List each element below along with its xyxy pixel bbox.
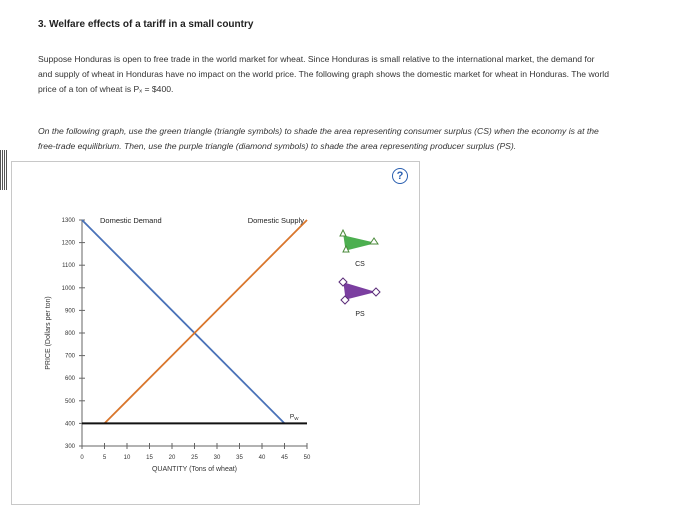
question-intro bbox=[38, 52, 678, 97]
cs-triangle-handle-icon[interactable] bbox=[370, 238, 378, 244]
y-tick-label: 1200 bbox=[61, 240, 75, 247]
demand-curve-label: Domestic Demand bbox=[100, 216, 162, 225]
instruction-line: On the following graph, use the green triangle (triangle symbols) to shade the area representing consumer surplus (CS) when the economy is at the bbox=[38, 126, 599, 136]
y-tick-label: 700 bbox=[64, 353, 75, 360]
y-tick-label: 500 bbox=[64, 398, 75, 405]
x-tick-label: 20 bbox=[168, 455, 176, 461]
y-tick-label: 800 bbox=[64, 331, 75, 337]
x-tick-label: 45 bbox=[281, 455, 288, 461]
x-tick-label: 5 bbox=[102, 455, 107, 461]
x-tick-label: 40 bbox=[258, 455, 266, 461]
cs-triangle-tool[interactable] bbox=[344, 236, 374, 250]
series-line-domestic-demand bbox=[82, 220, 285, 423]
y-tick-label: 600 bbox=[64, 376, 75, 383]
y-tick-label: 1100 bbox=[62, 263, 75, 270]
x-tick-label: 10 bbox=[123, 455, 131, 461]
x-tick-label: 25 bbox=[191, 455, 198, 461]
question-instructions bbox=[38, 124, 678, 154]
x-tick-label: 0 bbox=[80, 455, 84, 461]
x-axis-label: QUANTITY (Tons of wheat) bbox=[151, 466, 238, 473]
x-tick-label: 15 bbox=[146, 455, 153, 461]
cs-triangle-handle-icon[interactable] bbox=[340, 230, 346, 236]
x-tick-label: 30 bbox=[213, 455, 221, 461]
intro-line: and supply of wheat in Honduras have no impact on the world price. The following graph shows the domestic market for wheat in Honduras. The world bbox=[38, 69, 609, 79]
ps-triangle-tool[interactable] bbox=[344, 283, 374, 299]
series-line-domestic-supply bbox=[105, 220, 308, 423]
welfare-chart[interactable] bbox=[12, 162, 419, 504]
question-title: 3. Welfare effects of a tariff in a small country bbox=[38, 19, 254, 30]
y-tick-label: 1300 bbox=[61, 218, 75, 224]
y-tick-label: 900 bbox=[64, 308, 75, 315]
supply-curve-label: Domestic Supply bbox=[247, 216, 304, 225]
y-tick-label: 1000 bbox=[61, 285, 75, 292]
x-tick-label: 50 bbox=[303, 455, 311, 461]
intro-line: price of a ton of wheat is Pₓ = $400. bbox=[38, 84, 174, 94]
left-edge-artifact bbox=[0, 150, 8, 190]
help-button[interactable]: ? bbox=[392, 168, 408, 184]
instruction-line: free-trade equilibrium. Then, use the purple triangle (diamond symbols) to shade the area representing producer surplus (PS). bbox=[38, 141, 517, 151]
graph-panel bbox=[11, 161, 420, 505]
y-tick-label: 300 bbox=[64, 444, 75, 450]
y-axis-label: PRICE (Dollars per ton) bbox=[45, 296, 52, 370]
ps-tool-label: PS bbox=[355, 311, 365, 318]
cs-tool-label: CS bbox=[355, 261, 365, 268]
ps-diamond-handle-icon[interactable] bbox=[372, 288, 380, 296]
world-price-label: $P_W$ bbox=[289, 413, 299, 421]
intro-line: Suppose Honduras is open to free trade in the world market for wheat. Since Honduras is small relative to the international market, the demand for bbox=[38, 54, 595, 64]
x-tick-label: 35 bbox=[236, 455, 243, 461]
y-tick-label: 400 bbox=[64, 421, 75, 428]
